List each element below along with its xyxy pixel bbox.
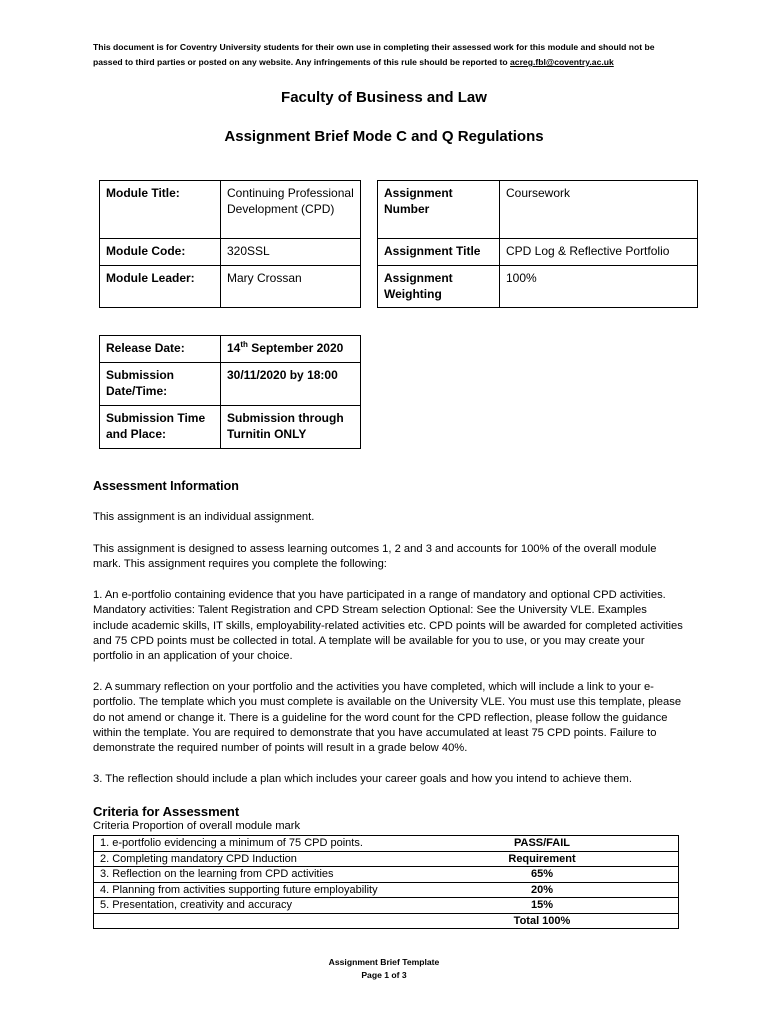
assignment-weighting-label: Assignment Weighting	[378, 266, 500, 308]
criteria-total-row	[94, 913, 679, 929]
criteria-value: Requirement	[406, 851, 679, 867]
module-title-value: Continuing Professional Development (CPD)	[221, 181, 361, 239]
module-code-label: Module Code:	[100, 239, 221, 266]
assessment-heading: Assessment Information	[93, 479, 239, 493]
submission-place-label: Submission Time and Place:	[100, 406, 221, 449]
assignment-number-label: Assignment Number	[378, 181, 500, 239]
module-info-table	[99, 180, 361, 308]
dates-table	[99, 335, 361, 449]
criteria-total-blank	[94, 913, 407, 929]
module-leader-label: Module Leader:	[100, 266, 221, 308]
assessment-paragraph-4: 2. A summary reflection on your portfolio and the activities you have completed, which will include a link to your e-portfolio. The template which you must complete is available on the University VLE. You must use this template, please do not amend or change it. There is a guideline for the word count for the CPD reflection, please follow the guidance within the template. You are required to demonstrate that you have accumulated at least 75 CPD points. Failure to demonstrate the required number of points will result in a grade below 40%.	[93, 681, 682, 755]
release-date-label: Release Date:	[100, 336, 221, 363]
assignment-info-table	[377, 180, 698, 308]
module-title-label: Module Title:	[100, 181, 221, 239]
criteria-row	[94, 851, 679, 867]
faculty-title: Faculty of Business and Law	[281, 89, 487, 106]
criteria-subheading: Criteria Proportion of overall module mark	[93, 820, 301, 832]
criteria-table	[93, 835, 679, 929]
criteria-label: 1. e-portfolio evidencing a minimum of 75 CPD points.	[94, 836, 407, 852]
assignment-title-label: Assignment Title	[378, 239, 500, 266]
criteria-row	[94, 867, 679, 883]
criteria-heading: Criteria for Assessment	[93, 804, 240, 819]
module-code-value: 320SSL	[221, 239, 361, 266]
criteria-label: 2. Completing mandatory CPD Induction	[94, 851, 407, 867]
assignment-title-value: CPD Log & Reflective Portfolio	[500, 239, 698, 266]
submission-date-label: Submission Date/Time:	[100, 363, 221, 406]
criteria-total: Total 100%	[406, 913, 679, 929]
criteria-label: 5. Presentation, creativity and accuracy	[94, 898, 407, 914]
criteria-label: 3. Reflection on the learning from CPD activities	[94, 867, 407, 883]
assessment-paragraph-2: This assignment is designed to assess learning outcomes 1, 2 and 3 and accounts for 100% of the overall module mark. This assignment requires you complete the following:	[93, 543, 657, 571]
criteria-row	[94, 898, 679, 914]
assessment-paragraph-1: This assignment is an individual assignment.	[93, 511, 315, 523]
criteria-value: 65%	[406, 867, 679, 883]
assessment-paragraph-3: 1. An e-portfolio containing evidence that you have participated in a range of mandatory and optional CPD activities. Mandatory activities: Talent Registration and CPD Stream selection Optional: See the University VLE. Examples include academic skills, IT skills, employability-related activities etc. CPD points will be awarded for completed activities and 75 CPD points must be collected in total. A template will be available for you to use, or you may create your portfolio in an application of your choice.	[93, 589, 683, 663]
assessment-paragraph-5: 3. The reflection should include a plan which includes your career goals and how you intend to achieve them.	[93, 773, 632, 785]
criteria-label: 4. Planning from activities supporting future employability	[94, 882, 407, 898]
assignment-number-value: Coursework	[500, 181, 698, 239]
criteria-value: 15%	[406, 898, 679, 914]
criteria-value: PASS/FAIL	[406, 836, 679, 852]
criteria-row	[94, 882, 679, 898]
criteria-row	[94, 836, 679, 852]
release-date-value: 14th September 2020	[221, 336, 361, 363]
footer-template-label: Assignment Brief Template	[328, 957, 440, 967]
module-leader-value: Mary Crossan	[221, 266, 361, 308]
assignment-weighting-value: 100%	[500, 266, 698, 308]
submission-place-value: Submission through Turnitin ONLY	[221, 406, 361, 449]
submission-date-value: 30/11/2020 by 18:00	[221, 363, 361, 406]
criteria-value: 20%	[406, 882, 679, 898]
page-number: Page 1 of 3	[361, 970, 407, 980]
usage-notice	[93, 40, 683, 70]
brief-title: Assignment Brief Mode C and Q Regulations	[224, 128, 544, 145]
report-email-link[interactable]: acreg.fbl@coventry.ac.uk	[510, 57, 614, 67]
usage-notice-text: This document is for Coventry University students for their own use in completing their assessed work for this module and should not be passed to third parties or posted on any website. Any infringements of this rule should be reported to	[93, 42, 655, 67]
